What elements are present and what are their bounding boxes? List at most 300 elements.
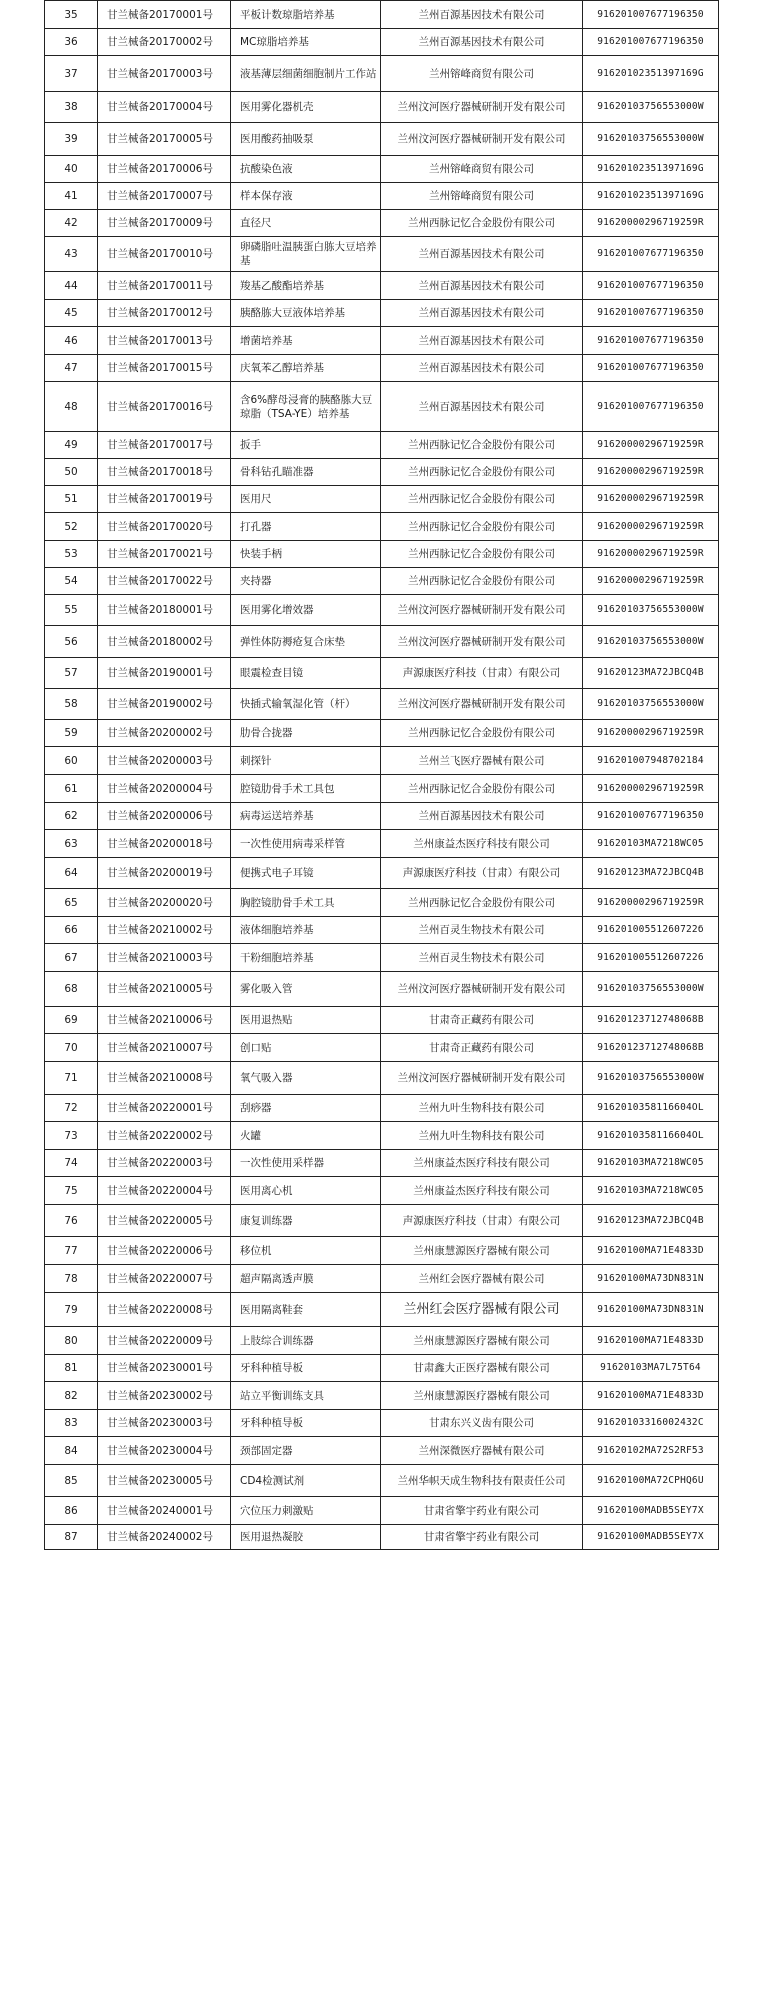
- company-name: 兰州汶河医疗器械研制开发有限公司: [381, 1062, 583, 1095]
- filing-number: 甘兰械备20230002号: [98, 1382, 231, 1410]
- table-row: [45, 889, 719, 917]
- record-number: 40: [45, 156, 98, 183]
- company-name: 甘肃鑫大正医疗器械有限公司: [381, 1355, 583, 1382]
- table-row: [45, 595, 719, 626]
- product-name: 牙科种植导板: [231, 1410, 381, 1437]
- record-number: 41: [45, 183, 98, 210]
- table-row: [45, 1525, 719, 1550]
- record-number: 39: [45, 123, 98, 156]
- record-number: 60: [45, 747, 98, 775]
- product-name: 医用尺: [231, 486, 381, 513]
- record-number: 77: [45, 1237, 98, 1265]
- filing-number: 甘兰械备20170020号: [98, 513, 231, 541]
- record-number: 63: [45, 830, 98, 858]
- product-name: 扳手: [231, 432, 381, 459]
- table-row: [45, 1382, 719, 1410]
- record-number: 58: [45, 689, 98, 720]
- record-number: 54: [45, 568, 98, 595]
- product-name: 便携式电子耳镜: [231, 858, 381, 889]
- credit-code: 916201007677196350: [583, 29, 719, 56]
- product-name: 刺探针: [231, 747, 381, 775]
- record-number: 87: [45, 1525, 98, 1550]
- record-number: 69: [45, 1007, 98, 1034]
- product-name: 含6%酵母浸膏的胰酪胨大豆琼脂（TSA-YE）培养基: [231, 382, 381, 432]
- table-row: [45, 183, 719, 210]
- record-number: 55: [45, 595, 98, 626]
- company-name: 兰州汶河医疗器械研制开发有限公司: [381, 689, 583, 720]
- company-name: 兰州西脉记忆合金股份有限公司: [381, 775, 583, 803]
- company-name: 兰州百灵生物技术有限公司: [381, 944, 583, 972]
- credit-code: 916201007677196350: [583, 803, 719, 830]
- product-name: CD4检测试剂: [231, 1465, 381, 1497]
- table-row: [45, 1497, 719, 1525]
- credit-code: 9162010358116604OL: [583, 1122, 719, 1150]
- product-name: 直径尺: [231, 210, 381, 237]
- product-name: 康复训练器: [231, 1205, 381, 1237]
- credit-code: 91620103756553000W: [583, 123, 719, 156]
- table-row: [45, 432, 719, 459]
- company-name: 兰州镕峰商贸有限公司: [381, 183, 583, 210]
- company-name: 兰州百源基因技术有限公司: [381, 327, 583, 355]
- credit-code: 91620103756553000W: [583, 1062, 719, 1095]
- table-row: [45, 1465, 719, 1497]
- credit-code: 91620102351397169G: [583, 56, 719, 92]
- company-name: 兰州兰飞医疗器械有限公司: [381, 747, 583, 775]
- credit-code: 91620000296719259R: [583, 513, 719, 541]
- filing-number: 甘兰械备20210007号: [98, 1034, 231, 1062]
- table-row: [45, 626, 719, 658]
- filing-number: 甘兰械备20200020号: [98, 889, 231, 917]
- credit-code: 91620000296719259R: [583, 432, 719, 459]
- credit-code: 91620100MA73DN831N: [583, 1293, 719, 1327]
- filing-number: 甘兰械备20210006号: [98, 1007, 231, 1034]
- product-name: 打孔器: [231, 513, 381, 541]
- company-name: 兰州西脉记忆合金股份有限公司: [381, 889, 583, 917]
- record-number: 53: [45, 541, 98, 568]
- product-name: 眼震检查目镜: [231, 658, 381, 689]
- company-name: 兰州西脉记忆合金股份有限公司: [381, 432, 583, 459]
- product-name: 庆氧苯乙醇培养基: [231, 355, 381, 382]
- product-name: 液基薄层细菌细胞制片工作站: [231, 56, 381, 92]
- record-number: 73: [45, 1122, 98, 1150]
- credit-code: 916201007677196350: [583, 327, 719, 355]
- credit-code: 91620103316002432C: [583, 1410, 719, 1437]
- filing-number: 甘兰械备20210002号: [98, 917, 231, 944]
- filing-number: 甘兰械备20170009号: [98, 210, 231, 237]
- table-row: [45, 972, 719, 1007]
- table-row: [45, 1410, 719, 1437]
- filing-number: 甘兰械备20170013号: [98, 327, 231, 355]
- product-name: 羧基乙酸酯培养基: [231, 272, 381, 300]
- product-name: 胰酪胨大豆液体培养基: [231, 300, 381, 327]
- record-number: 74: [45, 1150, 98, 1177]
- company-name: 兰州康慧源医疗器械有限公司: [381, 1382, 583, 1410]
- table-row: [45, 327, 719, 355]
- record-number: 79: [45, 1293, 98, 1327]
- company-name: 兰州深微医疗器械有限公司: [381, 1437, 583, 1465]
- table-row: [45, 210, 719, 237]
- filing-number: 甘兰械备20210005号: [98, 972, 231, 1007]
- filing-number: 甘兰械备20170012号: [98, 300, 231, 327]
- record-number: 37: [45, 56, 98, 92]
- product-name: 样本保存液: [231, 183, 381, 210]
- record-number: 56: [45, 626, 98, 658]
- record-number: 84: [45, 1437, 98, 1465]
- filing-number: 甘兰械备20200002号: [98, 720, 231, 747]
- record-number: 80: [45, 1327, 98, 1355]
- company-name: 兰州九叶生物科技有限公司: [381, 1122, 583, 1150]
- table-row: [45, 803, 719, 830]
- filing-table: [44, 0, 718, 1550]
- credit-code: 91620000296719259R: [583, 486, 719, 513]
- filing-number: 甘兰械备20170018号: [98, 459, 231, 486]
- table-row: [45, 382, 719, 432]
- filing-number: 甘兰械备20170007号: [98, 183, 231, 210]
- product-name: 骨科钻孔瞄准器: [231, 459, 381, 486]
- company-name: 兰州百源基因技术有限公司: [381, 300, 583, 327]
- filing-number: 甘兰械备20170010号: [98, 237, 231, 272]
- company-name: 声源康医疗科技（甘肃）有限公司: [381, 858, 583, 889]
- company-name: 兰州西脉记忆合金股份有限公司: [381, 210, 583, 237]
- company-name: 兰州红会医疗器械有限公司: [381, 1293, 583, 1327]
- product-name: 肋骨合拢器: [231, 720, 381, 747]
- table-row: [45, 56, 719, 92]
- table-row: [45, 123, 719, 156]
- filing-number: 甘兰械备20170022号: [98, 568, 231, 595]
- filing-number: 甘兰械备20220009号: [98, 1327, 231, 1355]
- record-number: 47: [45, 355, 98, 382]
- credit-code: 91620102351397169G: [583, 183, 719, 210]
- record-number: 35: [45, 1, 98, 29]
- company-name: 兰州镕峰商贸有限公司: [381, 56, 583, 92]
- credit-code: 91620100MA71E4833D: [583, 1327, 719, 1355]
- record-number: 70: [45, 1034, 98, 1062]
- credit-code: 91620000296719259R: [583, 568, 719, 595]
- table-row: [45, 541, 719, 568]
- filing-number: 甘兰械备20200006号: [98, 803, 231, 830]
- company-name: 声源康医疗科技（甘肃）有限公司: [381, 658, 583, 689]
- product-name: 干粉细胞培养基: [231, 944, 381, 972]
- company-name: 兰州汶河医疗器械研制开发有限公司: [381, 626, 583, 658]
- filing-number: 甘兰械备20190002号: [98, 689, 231, 720]
- company-name: 兰州西脉记忆合金股份有限公司: [381, 513, 583, 541]
- table-row: [45, 1062, 719, 1095]
- product-name: 一次性使用病毒采样管: [231, 830, 381, 858]
- filing-number: 甘兰械备20220006号: [98, 1237, 231, 1265]
- filing-number: 甘兰械备20200018号: [98, 830, 231, 858]
- company-name: 兰州百源基因技术有限公司: [381, 29, 583, 56]
- credit-code: 916201005512607226: [583, 944, 719, 972]
- record-number: 48: [45, 382, 98, 432]
- company-name: 兰州康益杰医疗科技有限公司: [381, 830, 583, 858]
- product-name: 胸腔镜肋骨手术工具: [231, 889, 381, 917]
- product-name: 牙科种植导板: [231, 1355, 381, 1382]
- record-number: 86: [45, 1497, 98, 1525]
- credit-code: 91620123MA72JBCQ4B: [583, 858, 719, 889]
- credit-code: 91620102351397169G: [583, 156, 719, 183]
- filing-number: 甘兰械备20210008号: [98, 1062, 231, 1095]
- filing-number: 甘兰械备20170002号: [98, 29, 231, 56]
- product-name: 平板计数琼脂培养基: [231, 1, 381, 29]
- filing-number: 甘兰械备20170019号: [98, 486, 231, 513]
- credit-code: 91620100MA72CPHQ6U: [583, 1465, 719, 1497]
- company-name: 甘肃省擎宇药业有限公司: [381, 1525, 583, 1550]
- filing-number: 甘兰械备20170017号: [98, 432, 231, 459]
- table-row: [45, 1095, 719, 1122]
- table-row: [45, 775, 719, 803]
- table-row: [45, 944, 719, 972]
- credit-code: 916201007677196350: [583, 300, 719, 327]
- table-row: [45, 355, 719, 382]
- credit-code: 916201007677196350: [583, 355, 719, 382]
- credit-code: 91620103MA7218WC05: [583, 830, 719, 858]
- filing-number: 甘兰械备20240001号: [98, 1497, 231, 1525]
- company-name: 兰州康慧源医疗器械有限公司: [381, 1237, 583, 1265]
- credit-code: 91620102MA72S2RF53: [583, 1437, 719, 1465]
- product-name: 医用雾化增效器: [231, 595, 381, 626]
- credit-code: 91620100MA71E4833D: [583, 1237, 719, 1265]
- table-row: [45, 917, 719, 944]
- filing-number: 甘兰械备20200004号: [98, 775, 231, 803]
- table-row: [45, 830, 719, 858]
- credit-code: 91620103756553000W: [583, 92, 719, 123]
- filing-number: 甘兰械备20220005号: [98, 1205, 231, 1237]
- filing-number: 甘兰械备20170004号: [98, 92, 231, 123]
- credit-code: 91620103MA7L75T64: [583, 1355, 719, 1382]
- credit-code: 91620103756553000W: [583, 689, 719, 720]
- filing-number: 甘兰械备20220003号: [98, 1150, 231, 1177]
- product-name: 快装手柄: [231, 541, 381, 568]
- filing-number: 甘兰械备20200019号: [98, 858, 231, 889]
- credit-code: 9162010358116604OL: [583, 1095, 719, 1122]
- record-number: 52: [45, 513, 98, 541]
- credit-code: 91620103756553000W: [583, 595, 719, 626]
- table-row: [45, 1122, 719, 1150]
- table-row: [45, 1265, 719, 1293]
- record-number: 51: [45, 486, 98, 513]
- company-name: 甘肃奇正藏药有限公司: [381, 1034, 583, 1062]
- table-row: [45, 1034, 719, 1062]
- record-number: 68: [45, 972, 98, 1007]
- filing-number: 甘兰械备20220008号: [98, 1293, 231, 1327]
- filing-number: 甘兰械备20170021号: [98, 541, 231, 568]
- table-row: [45, 1293, 719, 1327]
- product-name: 雾化吸入管: [231, 972, 381, 1007]
- company-name: 兰州百源基因技术有限公司: [381, 355, 583, 382]
- product-name: 弹性体防褥疮复合床垫: [231, 626, 381, 658]
- credit-code: 916201007948702184: [583, 747, 719, 775]
- company-name: 兰州康慧源医疗器械有限公司: [381, 1327, 583, 1355]
- record-number: 44: [45, 272, 98, 300]
- record-number: 43: [45, 237, 98, 272]
- table-row: [45, 29, 719, 56]
- company-name: 兰州百源基因技术有限公司: [381, 382, 583, 432]
- filing-number: 甘兰械备20220004号: [98, 1177, 231, 1205]
- product-name: 创口贴: [231, 1034, 381, 1062]
- table-row: [45, 237, 719, 272]
- record-number: 65: [45, 889, 98, 917]
- company-name: 兰州九叶生物科技有限公司: [381, 1095, 583, 1122]
- table-row: [45, 720, 719, 747]
- company-name: 兰州汶河医疗器械研制开发有限公司: [381, 92, 583, 123]
- credit-code: 91620103756553000W: [583, 626, 719, 658]
- filing-number: 甘兰械备20230001号: [98, 1355, 231, 1382]
- company-name: 兰州西脉记忆合金股份有限公司: [381, 541, 583, 568]
- company-name: 兰州百源基因技术有限公司: [381, 1, 583, 29]
- record-number: 78: [45, 1265, 98, 1293]
- product-name: 医用退热贴: [231, 1007, 381, 1034]
- table-row: [45, 459, 719, 486]
- table-row: [45, 92, 719, 123]
- product-name: 站立平衡训练支具: [231, 1382, 381, 1410]
- table-row: [45, 300, 719, 327]
- filing-number: 甘兰械备20180001号: [98, 595, 231, 626]
- company-name: 声源康医疗科技（甘肃）有限公司: [381, 1205, 583, 1237]
- product-name: 超声隔离透声膜: [231, 1265, 381, 1293]
- filing-number: 甘兰械备20220002号: [98, 1122, 231, 1150]
- credit-code: 91620123712748068B: [583, 1034, 719, 1062]
- credit-code: 91620123712748068B: [583, 1007, 719, 1034]
- company-name: 兰州汶河医疗器械研制开发有限公司: [381, 595, 583, 626]
- filing-number: 甘兰械备20200003号: [98, 747, 231, 775]
- record-number: 57: [45, 658, 98, 689]
- table-row: [45, 1327, 719, 1355]
- filing-number: 甘兰械备20240002号: [98, 1525, 231, 1550]
- table-row: [45, 1, 719, 29]
- company-name: 兰州西脉记忆合金股份有限公司: [381, 568, 583, 595]
- credit-code: 91620103MA7218WC05: [583, 1150, 719, 1177]
- company-name: 兰州百源基因技术有限公司: [381, 803, 583, 830]
- filing-number: 甘兰械备20170001号: [98, 1, 231, 29]
- filing-number: 甘兰械备20170011号: [98, 272, 231, 300]
- filing-number: 甘兰械备20170016号: [98, 382, 231, 432]
- product-name: 液体细胞培养基: [231, 917, 381, 944]
- filing-number: 甘兰械备20220001号: [98, 1095, 231, 1122]
- table-row: [45, 1437, 719, 1465]
- credit-code: 91620103756553000W: [583, 972, 719, 1007]
- product-name: 医用雾化器机壳: [231, 92, 381, 123]
- credit-code: 91620100MA73DN831N: [583, 1265, 719, 1293]
- company-name: 兰州西脉记忆合金股份有限公司: [381, 486, 583, 513]
- record-number: 50: [45, 459, 98, 486]
- credit-code: 91620123MA72JBCQ4B: [583, 658, 719, 689]
- record-number: 61: [45, 775, 98, 803]
- product-name: 穴位压力刺激贴: [231, 1497, 381, 1525]
- table-row: [45, 568, 719, 595]
- record-number: 67: [45, 944, 98, 972]
- credit-code: 916201007677196350: [583, 237, 719, 272]
- filing-number: 甘兰械备20230004号: [98, 1437, 231, 1465]
- record-number: 82: [45, 1382, 98, 1410]
- credit-code: 91620103MA7218WC05: [583, 1177, 719, 1205]
- record-number: 49: [45, 432, 98, 459]
- company-name: 兰州红会医疗器械有限公司: [381, 1265, 583, 1293]
- company-name: 兰州百源基因技术有限公司: [381, 237, 583, 272]
- credit-code: 91620000296719259R: [583, 775, 719, 803]
- record-number: 76: [45, 1205, 98, 1237]
- product-name: 夹持器: [231, 568, 381, 595]
- company-name: 兰州汶河医疗器械研制开发有限公司: [381, 972, 583, 1007]
- filing-number: 甘兰械备20170006号: [98, 156, 231, 183]
- record-number: 72: [45, 1095, 98, 1122]
- credit-code: 91620100MADB5SEY7X: [583, 1497, 719, 1525]
- record-number: 71: [45, 1062, 98, 1095]
- company-name: 兰州百源基因技术有限公司: [381, 272, 583, 300]
- filing-number: 甘兰械备20170015号: [98, 355, 231, 382]
- product-name: 医用酸药抽吸泵: [231, 123, 381, 156]
- filing-number: 甘兰械备20230005号: [98, 1465, 231, 1497]
- credit-code: 916201007677196350: [583, 382, 719, 432]
- company-name: 兰州西脉记忆合金股份有限公司: [381, 459, 583, 486]
- table-row: [45, 658, 719, 689]
- filing-number: 甘兰械备20210003号: [98, 944, 231, 972]
- product-name: 医用隔离鞋套: [231, 1293, 381, 1327]
- product-name: 医用退热凝胶: [231, 1525, 381, 1550]
- company-name: 兰州西脉记忆合金股份有限公司: [381, 720, 583, 747]
- company-name: 甘肃奇正藏药有限公司: [381, 1007, 583, 1034]
- product-name: 抗酸染色液: [231, 156, 381, 183]
- credit-code: 91620100551260722б: [583, 917, 719, 944]
- record-number: 38: [45, 92, 98, 123]
- credit-code: 916201007677196350: [583, 1, 719, 29]
- product-name: 颈部固定器: [231, 1437, 381, 1465]
- credit-code: 91620123MA72JBCQ4B: [583, 1205, 719, 1237]
- filing-number: 甘兰械备20220007号: [98, 1265, 231, 1293]
- record-number: 59: [45, 720, 98, 747]
- product-name: 上肢综合训练器: [231, 1327, 381, 1355]
- filing-number: 甘兰械备20230003号: [98, 1410, 231, 1437]
- company-name: 甘肃东兴义齿有限公司: [381, 1410, 583, 1437]
- product-name: 腔镜肋骨手术工具包: [231, 775, 381, 803]
- company-name: 兰州康益杰医疗科技有限公司: [381, 1150, 583, 1177]
- credit-code: 91620000296719259R: [583, 459, 719, 486]
- table-row: [45, 1177, 719, 1205]
- record-number: 36: [45, 29, 98, 56]
- record-number: 62: [45, 803, 98, 830]
- product-name: 刮痧器: [231, 1095, 381, 1122]
- credit-code: 91620000296719259R: [583, 541, 719, 568]
- credit-code: 91620000296719259R: [583, 889, 719, 917]
- table-row: [45, 747, 719, 775]
- credit-code: 91620100MADB5SEY7X: [583, 1525, 719, 1550]
- record-number: 66: [45, 917, 98, 944]
- filing-number: 甘兰械备20170005号: [98, 123, 231, 156]
- product-name: 移位机: [231, 1237, 381, 1265]
- company-name: 兰州华帜天成生物科技有限责任公司: [381, 1465, 583, 1497]
- filing-number: 甘兰械备20170003号: [98, 56, 231, 92]
- filing-number: 甘兰械备20180002号: [98, 626, 231, 658]
- record-number: 83: [45, 1410, 98, 1437]
- table-row: [45, 486, 719, 513]
- company-name: 兰州康益杰医疗科技有限公司: [381, 1177, 583, 1205]
- product-name: 火罐: [231, 1122, 381, 1150]
- record-number: 85: [45, 1465, 98, 1497]
- record-number: 46: [45, 327, 98, 355]
- record-number: 75: [45, 1177, 98, 1205]
- credit-code: 916201007677196350: [583, 272, 719, 300]
- company-name: 兰州百灵生物技术有限公司: [381, 917, 583, 944]
- company-name: 兰州汶河医疗器械研制开发有限公司: [381, 123, 583, 156]
- product-name: MC琼脂培养基: [231, 29, 381, 56]
- product-name: 卵磷脂吐温胰蛋白胨大豆培养基: [231, 237, 381, 272]
- table-row: [45, 156, 719, 183]
- table-row: [45, 1355, 719, 1382]
- product-name: 增菌培养基: [231, 327, 381, 355]
- table-row: [45, 272, 719, 300]
- product-name: 一次性使用采样器: [231, 1150, 381, 1177]
- product-name: 氧气吸入器: [231, 1062, 381, 1095]
- filing-number: 甘兰械备20190001号: [98, 658, 231, 689]
